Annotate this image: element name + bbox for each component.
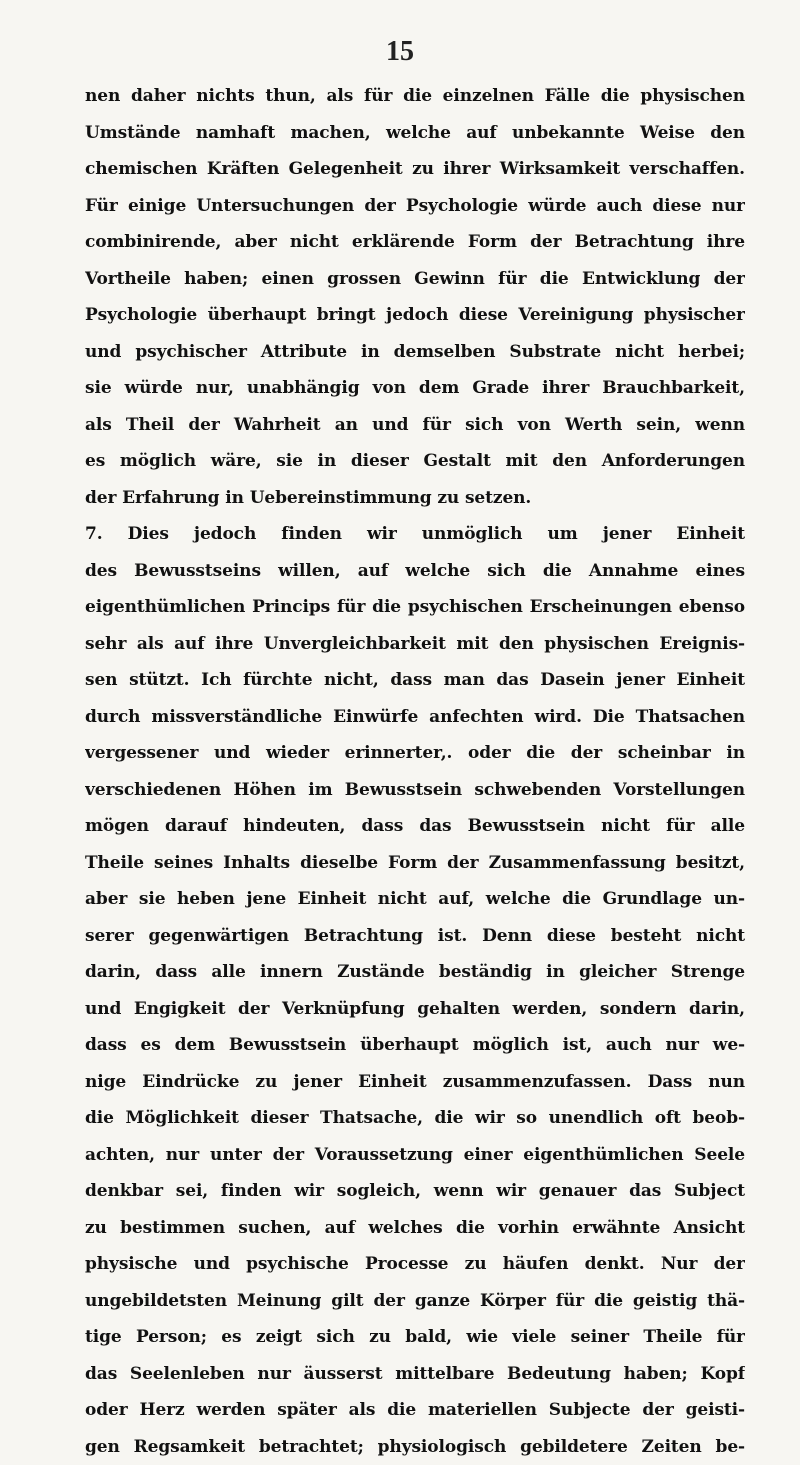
text-line: dass es dem Bewusstsein überhaupt möglich ist, auch nur we- <box>85 1027 745 1064</box>
text-line: combinirende, aber nicht erklärende Form der Betrachtung ihre <box>85 224 745 261</box>
text-line: darin, dass alle innern Zustände beständig in gleicher Strenge <box>85 954 745 991</box>
text-line: sen stützt. Ich fürchte nicht, dass man das Dasein jener Einheit <box>85 662 745 699</box>
text-line: es möglich wäre, sie in dieser Gestalt mit den Anforderungen <box>85 443 745 480</box>
text-line: tige Person; es zeigt sich zu bald, wie viele seiner Theile für <box>85 1319 745 1356</box>
text-line: Umstände namhaft machen, welche auf unbekannte Weise den <box>85 115 745 152</box>
text-line: Psychologie überhaupt bringt jedoch diese Vereinigung physischer <box>85 297 745 334</box>
text-line: serer gegenwärtigen Betrachtung ist. Denn diese besteht nicht <box>85 918 745 955</box>
text-line: und Engigkeit der Verknüpfung gehalten werden, sondern darin, <box>85 991 745 1028</box>
text-line: des Bewusstseins willen, auf welche sich die Annahme eines <box>85 553 745 590</box>
text-line: 7. Dies jedoch finden wir unmöglich um jener Einheit <box>85 516 745 553</box>
text-line: und psychischer Attribute in demselben Substrate nicht herbei; <box>85 334 745 371</box>
text-line: gen Regsamkeit betrachtet; physiologisch gebildetere Zeiten be- <box>85 1429 745 1465</box>
text-line: denkbar sei, finden wir sogleich, wenn wir genauer das Subject <box>85 1173 745 1210</box>
text-line: durch missverständliche Einwürfe anfechten wird. Die Thatsachen <box>85 699 745 736</box>
page-number: 15 <box>0 36 800 68</box>
text-line: oder Herz werden später als die materiellen Subjecte der geisti- <box>85 1392 745 1429</box>
text-line: mögen darauf hindeuten, dass das Bewusstsein nicht für alle <box>85 808 745 845</box>
text-line: der Erfahrung in Uebereinstimmung zu setzen. <box>85 480 745 517</box>
text-line: sie würde nur, unabhängig von dem Grade ihrer Brauchbarkeit, <box>85 370 745 407</box>
text-line: das Seelenleben nur äusserst mittelbare Bedeutung haben; Kopf <box>85 1356 745 1393</box>
text-line: ungebildetsten Meinung gilt der ganze Körper für die geistig thä- <box>85 1283 745 1320</box>
text-line: nen daher nichts thun, als für die einzelnen Fälle die physischen <box>85 78 745 115</box>
text-line: Theile seines Inhalts dieselbe Form der Zusammenfassung besitzt, <box>85 845 745 882</box>
text-line: die Möglichkeit dieser Thatsache, die wir so unendlich oft beob- <box>85 1100 745 1137</box>
text-line: nige Eindrücke zu jener Einheit zusammenzufassen. Dass nun <box>85 1064 745 1101</box>
body-text <box>85 78 745 1465</box>
text-line: Für einige Untersuchungen der Psychologie würde auch diese nur <box>85 188 745 225</box>
text-line: verschiedenen Höhen im Bewusstsein schwebenden Vorstellungen <box>85 772 745 809</box>
text-line: chemischen Kräften Gelegenheit zu ihrer Wirksamkeit verschaffen. <box>85 151 745 188</box>
text-line: zu bestimmen suchen, auf welches die vorhin erwähnte Ansicht <box>85 1210 745 1247</box>
text-line: Vortheile haben; einen grossen Gewinn für die Entwicklung der <box>85 261 745 298</box>
text-line: eigenthümlichen Princips für die psychischen Erscheinungen ebenso <box>85 589 745 626</box>
text-line: aber sie heben jene Einheit nicht auf, welche die Grundlage un- <box>85 881 745 918</box>
text-line: achten, nur unter der Voraussetzung einer eigenthümlichen Seele <box>85 1137 745 1174</box>
text-line: sehr als auf ihre Unvergleichbarkeit mit den physischen Ereignis- <box>85 626 745 663</box>
text-line: als Theil der Wahrheit an und für sich von Werth sein, wenn <box>85 407 745 444</box>
text-line: vergessener und wieder erinnerter,. oder die der scheinbar in <box>85 735 745 772</box>
text-line: physische und psychische Processe zu häufen denkt. Nur der <box>85 1246 745 1283</box>
